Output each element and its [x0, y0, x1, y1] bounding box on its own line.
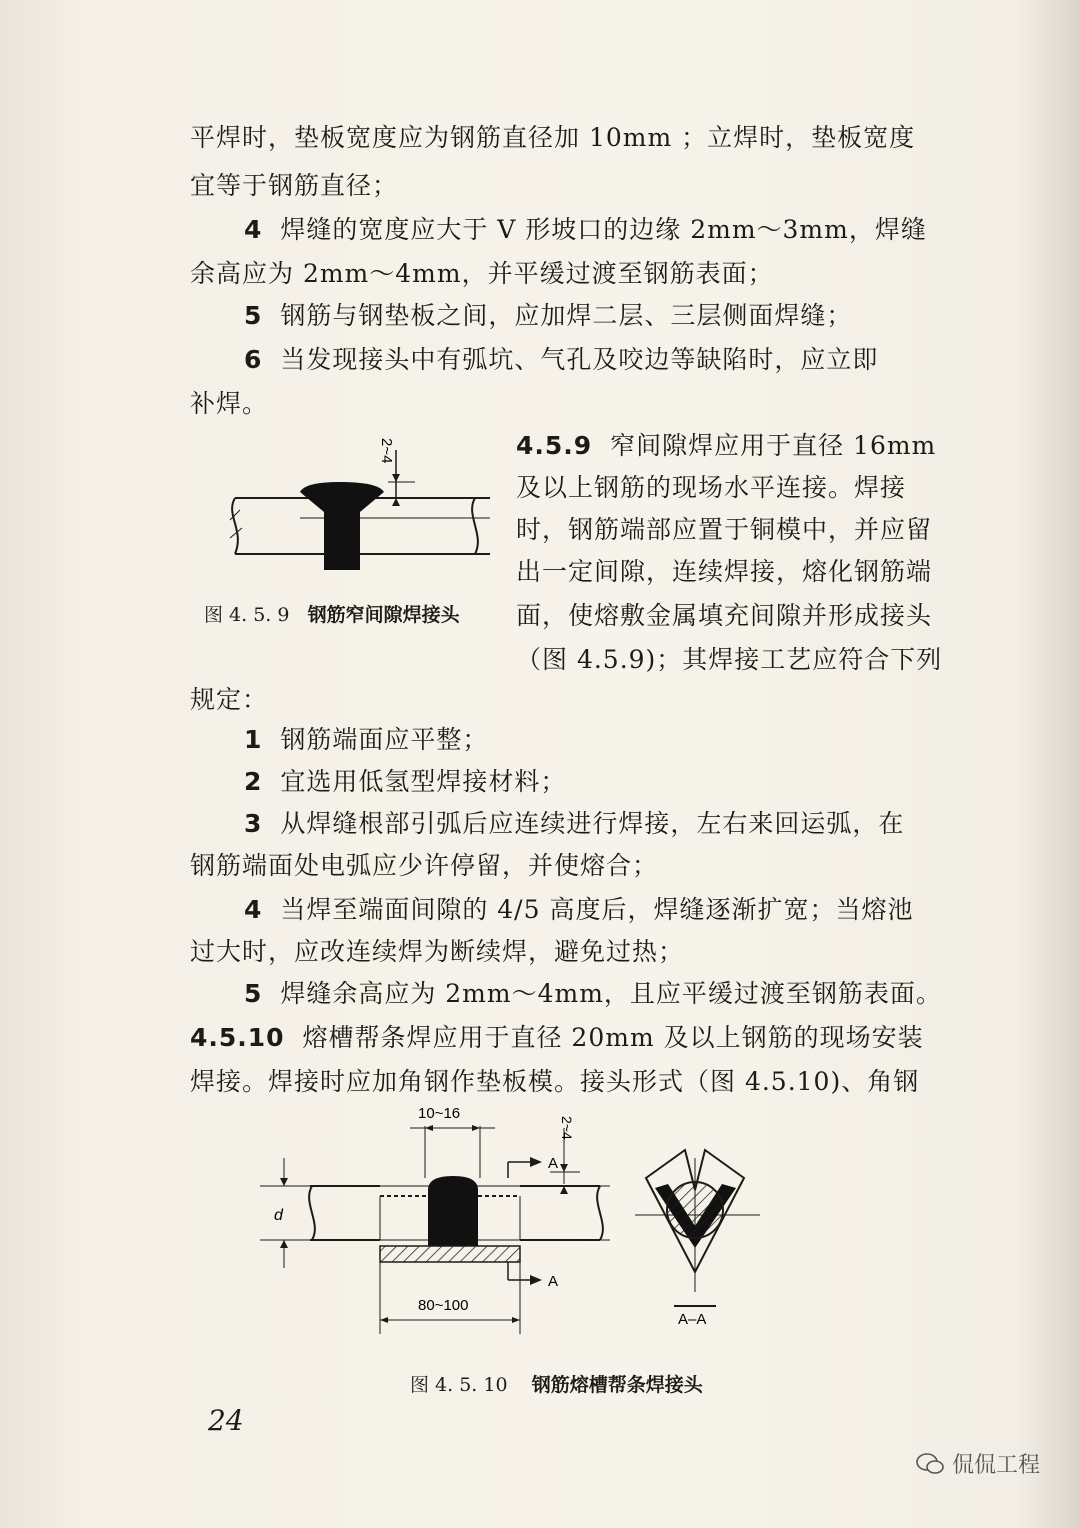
text-line — [244, 890, 913, 930]
dimension-label-right: 2~4 — [559, 1116, 575, 1140]
figure-caption — [410, 1370, 703, 1397]
text-line — [190, 1018, 924, 1058]
text-line — [244, 340, 878, 380]
text-line: 过大时，应改连续焊为断续焊，避免过热； — [190, 937, 685, 966]
text-line — [244, 974, 942, 1014]
text-line — [516, 426, 936, 466]
item-number: 3 — [244, 809, 263, 838]
dimension-label-bottom: 80~100 — [418, 1297, 469, 1314]
text-line: 平焊时，垫板宽度应为钢筋直径加 10mm ；立焊时，垫板宽度 — [190, 123, 916, 152]
item-text: 焊缝余高应为 2mm～4mm，且应平缓过渡至钢筋表面。 — [280, 979, 942, 1008]
text-line: 余高应为 2mm～4mm，并平缓过渡至钢筋表面； — [190, 259, 774, 288]
item-text: 当焊至端面间隙的 4/5 高度后，焊缝逐渐扩宽；当熔池 — [280, 895, 914, 924]
chat-bubble-icon — [916, 1453, 944, 1475]
item-number: 5 — [244, 301, 263, 330]
section-label: A–A — [678, 1311, 707, 1328]
section-text: 熔槽帮条焊应用于直径 20mm 及以上钢筋的现场安装 — [302, 1023, 924, 1052]
text-line: 面，使熔敷金属填充间隙并形成接头 — [516, 601, 933, 630]
item-number: 1 — [244, 725, 263, 754]
item-number: 5 — [244, 979, 263, 1008]
item-text: 钢筋与钢垫板之间，应加焊二层、三层侧面焊缝； — [280, 301, 853, 330]
figure-4-5-9-narrow-gap-weld-diagram — [200, 420, 500, 590]
caption-number: 图 4. 5. 9 — [204, 604, 290, 626]
dimension-label-top: 10~16 — [418, 1105, 461, 1122]
text-line: 及以上钢筋的现场水平连接。焊接 — [516, 473, 907, 502]
dimension-label: 2~4 — [378, 438, 395, 464]
text-line — [244, 720, 488, 760]
book-spine — [1020, 0, 1080, 1528]
caption-text: 钢筋窄间隙焊接头 — [307, 604, 460, 626]
text-line: 宜等于钢筋直径； — [190, 171, 399, 200]
section-number: 4.5.10 — [190, 1023, 285, 1052]
text-line — [244, 296, 852, 336]
text-line: 时，钢筋端部应置于铜模中，并应留 — [516, 515, 933, 544]
text-line: 焊接。焊接时应加角钢作垫板模。接头形式（图 4.5.10)、角钢 — [190, 1067, 920, 1096]
item-text: 宜选用低氢型焊接材料； — [280, 767, 567, 796]
item-text: 钢筋端面应平整； — [280, 725, 489, 754]
text-line: 钢筋端面处电弧应少许停留，并使熔合； — [190, 851, 659, 880]
section-number: 4.5.9 — [516, 431, 593, 460]
text-line: （图 4.5.9)；其焊接工艺应符合下列 — [516, 645, 943, 674]
item-number: 2 — [244, 767, 263, 796]
figure-4-5-10-groove-splice-weld-diagram — [250, 1098, 810, 1338]
section-mark: A — [548, 1273, 559, 1290]
text-line: 出一定间隙，连续焊接，熔化钢筋端 — [516, 557, 933, 586]
watermark-text: 侃侃工程 — [951, 1453, 1040, 1478]
section-text: 窄间隙焊应用于直径 16mm — [610, 431, 937, 460]
section-mark: A — [548, 1155, 559, 1172]
dimension-label-d: d — [274, 1207, 283, 1224]
text-line: 规定： — [190, 685, 269, 714]
item-number: 6 — [244, 345, 263, 374]
item-text: 当发现接头中有弧坑、气孔及咬边等缺陷时，应立即 — [280, 345, 879, 374]
item-text: 焊缝的宽度应大于 V 形坡口的边缘 2mm～3mm，焊缝 — [280, 215, 927, 244]
item-number: 4 — [244, 215, 263, 244]
caption-number: 图 4. 5. 10 — [410, 1374, 508, 1396]
watermark — [916, 1448, 1040, 1479]
caption-text: 钢筋熔槽帮条焊接头 — [531, 1374, 703, 1396]
figure-caption — [204, 600, 460, 627]
page-number: 24 — [208, 1404, 244, 1437]
text-line — [244, 762, 566, 802]
text-line — [244, 804, 904, 844]
item-text: 从焊缝根部引弧后应连续进行焊接，左右来回运弧，在 — [280, 809, 905, 838]
item-number: 4 — [244, 895, 263, 924]
text-line: 补焊。 — [190, 389, 269, 418]
text-line — [244, 210, 927, 250]
